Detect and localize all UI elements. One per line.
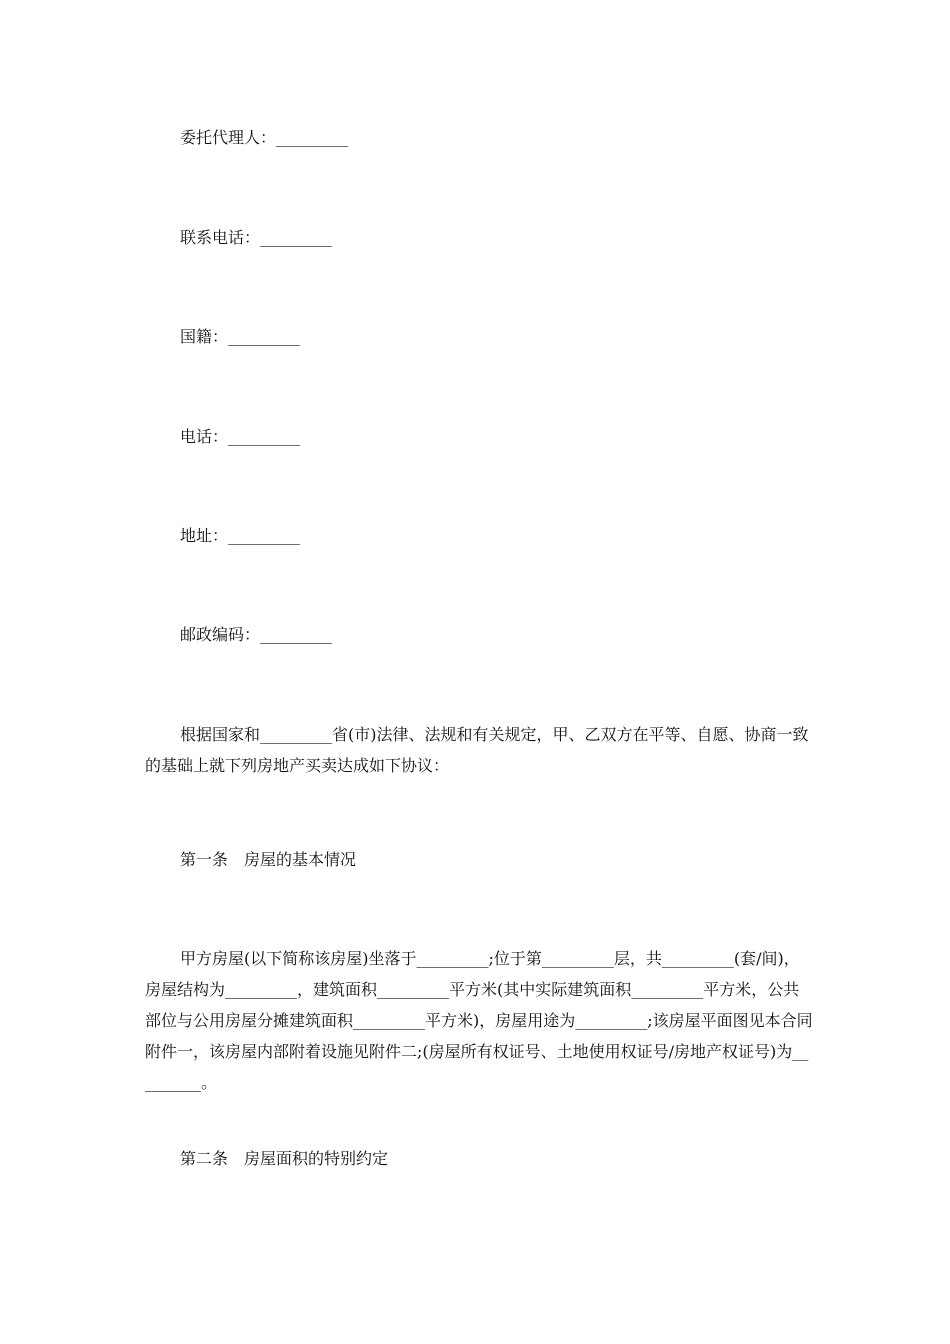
field-agent: 委托代理人：_________	[180, 128, 349, 147]
field-contact-phone: 联系电话：_________	[180, 228, 333, 247]
field-nationality: 国籍：_________	[180, 327, 301, 346]
field-postal-code: 邮政编码：_________	[180, 625, 333, 644]
article-1-heading: 第一条 房屋的基本情况	[180, 850, 357, 869]
field-address: 地址：_________	[180, 526, 301, 545]
field-phone: 电话：_________	[180, 427, 301, 446]
article-1-body: 甲方房屋(以下简称该房屋)坐落于_________;位于第_________层，共_________(套/间)，房屋结构为_________，建筑面积_________平方米(其中实际建筑面积_________平方米，公共部位与公用房屋分摊建筑面积_________平方米)，房屋用途为_________;该房屋平面图见本合同附件一，该房屋内部附着设施见附件二;(房屋所有权证号、土地使用权证号/房地产权证号)为_________。	[145, 949, 813, 1092]
intro-paragraph: 根据国家和_________省(市)法律、法规和有关规定，甲、乙双方在平等、自愿、协商一致的基础上就下列房地产买卖达成如下协议：	[145, 725, 809, 775]
article-2-heading: 第二条 房屋面积的特别约定	[180, 1149, 389, 1168]
